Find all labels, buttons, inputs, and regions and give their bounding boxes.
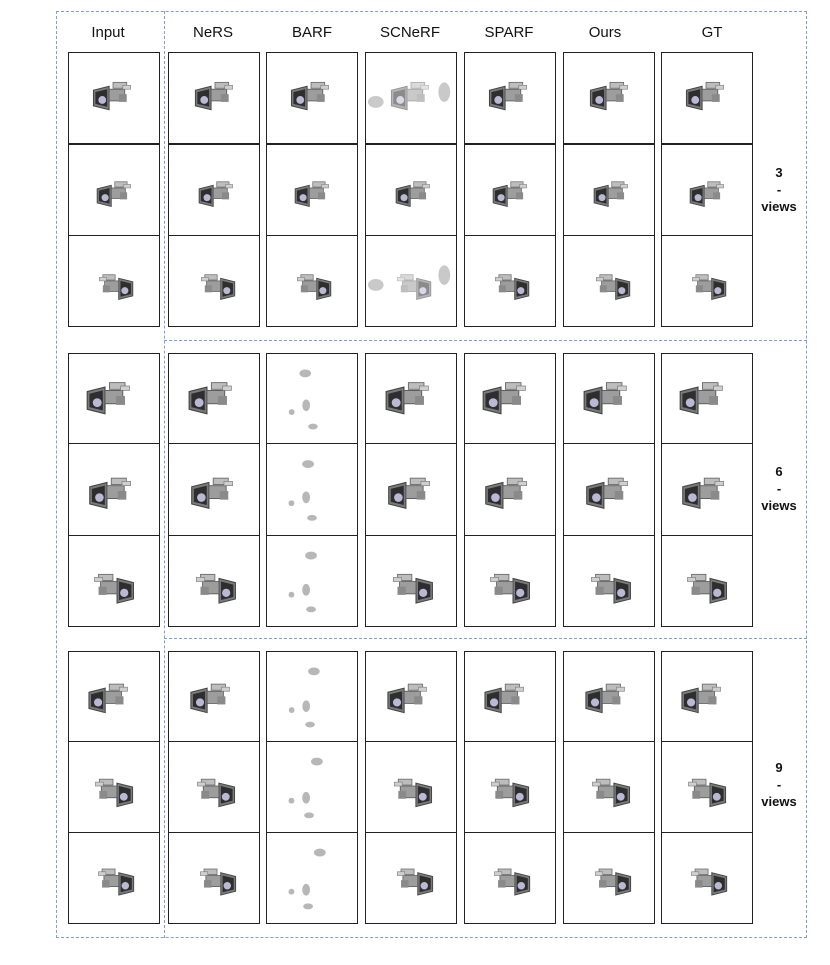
camera-render-icon: [662, 652, 752, 741]
image-cell-scnerf-row-5: [365, 443, 457, 536]
column-header-ours: Ours: [588, 24, 622, 41]
camera-render-icon: [662, 444, 752, 535]
camera-render-icon: [465, 833, 555, 923]
camera-render-icon: [564, 354, 654, 443]
image-cell-barf-row-8: [266, 741, 358, 833]
column-header-input: Input: [91, 24, 125, 41]
camera-render-icon: [267, 53, 357, 143]
group-unit: views: [761, 498, 797, 513]
camera-render-icon: [366, 742, 456, 832]
camera-render-icon: [267, 145, 357, 235]
group-unit: views: [761, 199, 797, 214]
image-cell-sparf-row-3: [464, 235, 556, 327]
column-header-ners: NeRS: [192, 24, 233, 41]
column-header-scnerf: SCNeRF: [379, 24, 440, 41]
camera-render-icon: [662, 145, 752, 235]
image-cell-ours-row-3: [563, 235, 655, 327]
camera-render-icon: [69, 742, 159, 832]
group-count: 3: [775, 165, 783, 180]
camera-render-icon: [169, 444, 259, 535]
camera-render-icon: [69, 145, 159, 235]
image-cell-input-row-2: [68, 144, 160, 236]
image-cell-sparf-row-7: [464, 651, 556, 742]
group-label-6-views: [752, 463, 806, 514]
image-cell-gt-row-4: [661, 353, 753, 444]
image-cell-input-row-7: [68, 651, 160, 742]
camera-render-icon: [662, 833, 752, 923]
group-label-9-views: [752, 759, 806, 810]
camera-render-icon: [465, 354, 555, 443]
column-header-barf: BARF: [291, 24, 332, 41]
image-cell-input-row-5: [68, 443, 160, 536]
image-cell-scnerf-row-7: [365, 651, 457, 742]
image-cell-gt-row-8: [661, 741, 753, 833]
image-cell-input-row-9: [68, 832, 160, 924]
image-cell-ners-row-5: [168, 443, 260, 536]
image-cell-input-row-8: [68, 741, 160, 833]
image-cell-barf-row-2: [266, 144, 358, 236]
noise-blob-icon: [267, 742, 357, 832]
group-count: 6: [775, 464, 783, 479]
input-column-divider: [164, 11, 165, 938]
camera-render-icon: [169, 536, 259, 626]
image-cell-gt-row-9: [661, 832, 753, 924]
image-cell-scnerf-row-9: [365, 832, 457, 924]
camera-render-icon: [662, 354, 752, 443]
group-dash: -: [776, 481, 782, 496]
image-cell-input-row-1: [68, 52, 160, 144]
image-cell-scnerf-row-2: [365, 144, 457, 236]
noise-blob-icon: [267, 444, 357, 535]
column-header-sparf: SPARF: [484, 24, 534, 41]
camera-render-icon: [69, 536, 159, 626]
camera-render-icon: [564, 444, 654, 535]
camera-render-icon: [366, 833, 456, 923]
image-cell-sparf-row-6: [464, 535, 556, 627]
camera-render-icon: [465, 145, 555, 235]
group-divider-1: [164, 340, 807, 341]
image-cell-scnerf-row-4: [365, 353, 457, 444]
image-cell-sparf-row-5: [464, 443, 556, 536]
image-cell-ners-row-6: [168, 535, 260, 627]
image-cell-ours-row-4: [563, 353, 655, 444]
image-cell-sparf-row-9: [464, 832, 556, 924]
camera-render-icon: [69, 354, 159, 443]
image-cell-barf-row-1: [266, 52, 358, 144]
image-cell-gt-row-5: [661, 443, 753, 536]
image-cell-input-row-4: [68, 353, 160, 444]
camera-render-icon: [465, 53, 555, 143]
image-cell-ners-row-2: [168, 144, 260, 236]
noise-blob-icon: [267, 354, 357, 443]
camera-render-icon: [564, 236, 654, 326]
image-cell-sparf-row-8: [464, 741, 556, 833]
group-divider-2: [164, 638, 807, 639]
image-cell-scnerf-row-8: [365, 741, 457, 833]
camera-render-icon: [465, 742, 555, 832]
camera-render-icon: [169, 145, 259, 235]
image-cell-barf-row-5: [266, 443, 358, 536]
image-cell-barf-row-3: [266, 235, 358, 327]
image-cell-ners-row-9: [168, 832, 260, 924]
camera-render-icon: [366, 536, 456, 626]
group-dash: -: [776, 182, 782, 197]
image-cell-gt-row-6: [661, 535, 753, 627]
image-cell-barf-row-9: [266, 832, 358, 924]
camera-render-icon: [564, 145, 654, 235]
camera-render-icon: [465, 536, 555, 626]
camera-render-icon: [662, 236, 752, 326]
image-cell-ners-row-7: [168, 651, 260, 742]
image-cell-scnerf-row-1: [365, 52, 457, 144]
camera-render-icon: [366, 53, 456, 143]
camera-render-icon: [169, 742, 259, 832]
image-cell-ours-row-7: [563, 651, 655, 742]
camera-render-icon: [564, 53, 654, 143]
camera-render-icon: [662, 53, 752, 143]
image-cell-sparf-row-1: [464, 52, 556, 144]
camera-render-icon: [69, 236, 159, 326]
camera-render-icon: [169, 53, 259, 143]
camera-render-icon: [366, 354, 456, 443]
image-cell-input-row-6: [68, 535, 160, 627]
image-cell-gt-row-1: [661, 52, 753, 144]
camera-render-icon: [662, 742, 752, 832]
group-dash: -: [776, 777, 782, 792]
camera-render-icon: [169, 236, 259, 326]
noise-blob-icon: [267, 833, 357, 923]
image-cell-barf-row-4: [266, 353, 358, 444]
image-cell-input-row-3: [68, 235, 160, 327]
group-count: 9: [775, 760, 783, 775]
camera-render-icon: [366, 444, 456, 535]
camera-render-icon: [69, 652, 159, 741]
image-cell-ours-row-8: [563, 741, 655, 833]
image-cell-scnerf-row-6: [365, 535, 457, 627]
camera-render-icon: [564, 536, 654, 626]
camera-render-icon: [564, 833, 654, 923]
camera-render-icon: [267, 236, 357, 326]
camera-render-icon: [564, 742, 654, 832]
camera-render-icon: [169, 354, 259, 443]
column-header-gt: GT: [701, 24, 723, 41]
image-cell-gt-row-7: [661, 651, 753, 742]
image-cell-ours-row-1: [563, 52, 655, 144]
camera-render-icon: [69, 53, 159, 143]
camera-render-icon: [662, 536, 752, 626]
image-cell-barf-row-7: [266, 651, 358, 742]
image-cell-ours-row-9: [563, 832, 655, 924]
image-cell-ners-row-3: [168, 235, 260, 327]
camera-render-icon: [366, 145, 456, 235]
camera-render-icon: [69, 833, 159, 923]
image-cell-gt-row-3: [661, 235, 753, 327]
camera-render-icon: [69, 444, 159, 535]
image-cell-ours-row-5: [563, 443, 655, 536]
image-cell-ners-row-1: [168, 52, 260, 144]
image-cell-sparf-row-2: [464, 144, 556, 236]
camera-render-icon: [169, 833, 259, 923]
camera-render-icon: [169, 652, 259, 741]
image-cell-barf-row-6: [266, 535, 358, 627]
noise-blob-icon: [267, 652, 357, 741]
camera-render-icon: [465, 652, 555, 741]
group-unit: views: [761, 794, 797, 809]
image-cell-ners-row-4: [168, 353, 260, 444]
camera-render-icon: [465, 236, 555, 326]
image-cell-ners-row-8: [168, 741, 260, 833]
group-label-3-views: [752, 164, 806, 215]
camera-render-icon: [465, 444, 555, 535]
camera-render-icon: [366, 652, 456, 741]
noise-blob-icon: [267, 536, 357, 626]
image-cell-scnerf-row-3: [365, 235, 457, 327]
camera-render-icon: [366, 236, 456, 326]
image-cell-sparf-row-4: [464, 353, 556, 444]
camera-render-icon: [564, 652, 654, 741]
image-cell-gt-row-2: [661, 144, 753, 236]
image-cell-ours-row-6: [563, 535, 655, 627]
image-cell-ours-row-2: [563, 144, 655, 236]
